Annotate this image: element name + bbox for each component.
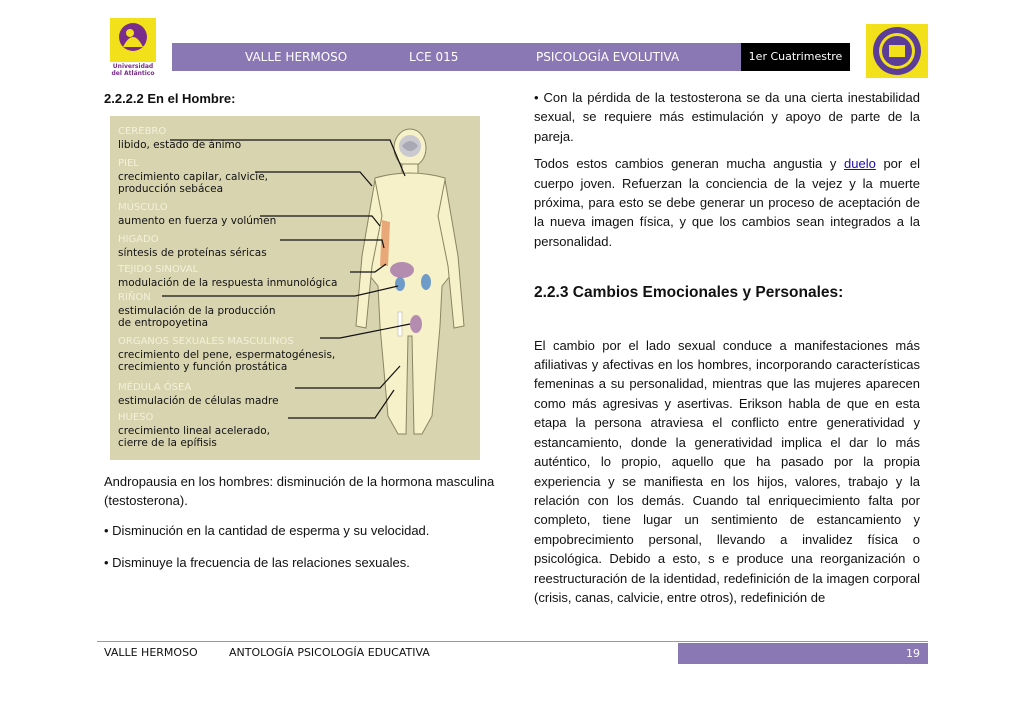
figure-label-effect: aumento en fuerza y volúmen: [118, 214, 277, 227]
footer-page-number: 19: [678, 643, 928, 664]
footer-divider: [97, 641, 928, 642]
university-logo: [108, 17, 158, 79]
footer-school: VALLE HERMOSO: [104, 646, 198, 659]
svg-text:Universidad: Universidad: [112, 63, 154, 70]
figure-label-effect: síntesis de proteínas séricas: [118, 246, 267, 259]
figure-label-organ: MÚSCULO: [118, 202, 168, 213]
footer-title: ANTOLOGÍA PSICOLOGÍA EDUCATIVA: [229, 646, 430, 659]
p2-text-a: Todos estos cambios generan mucha angustia y: [534, 156, 844, 172]
andropause-text: Andropausia en los hombres: disminución de la hormona masculina (testosterona).: [104, 474, 495, 508]
figure-label: [118, 202, 276, 227]
figure-label-organ: TEJIDO SINOVAL: [118, 264, 199, 275]
figure-label-effect: cierre de la epífisis: [118, 437, 217, 449]
right-paragraph-2: [534, 154, 920, 251]
header-code: LCE 015: [409, 50, 459, 64]
figure-label-effect: libido, estado de ánimo: [118, 138, 242, 151]
section-heading-2-2-3: 2.2.3 Cambios Emocionales y Personales:: [534, 284, 844, 302]
figure-label-effect: estimulación de la producción: [118, 304, 276, 317]
figure-label: [118, 382, 279, 407]
figure-label: [118, 412, 270, 450]
header-subject: PSICOLOGÍA EVOLUTIVA: [536, 50, 680, 64]
figure-label-effect: producción sebácea: [118, 183, 224, 195]
figure-label: [118, 234, 267, 259]
header-bar: [172, 43, 741, 71]
figure-label-organ: HIGADO: [118, 234, 159, 245]
figure-label-effect: crecimiento del pene, espermatogénesis,: [118, 348, 336, 361]
figure-label: [118, 336, 335, 374]
figure-label-organ: RIÑON: [118, 292, 151, 303]
header-school: VALLE HERMOSO: [245, 50, 348, 64]
svg-text:del Atlántico: del Atlántico: [111, 70, 155, 77]
duelo-link[interactable]: duelo: [844, 156, 876, 172]
figure-label-effect: crecimiento lineal acelerado,: [118, 424, 271, 437]
right-paragraph-1: • Con la pérdida de la testosterona se da una cierta inestabilidad sexual, se requiere más estimulación y apoyo de parte de la pareja.: [534, 90, 920, 144]
figure-label: [118, 264, 337, 289]
figure-label-organ: ORGANOS SEXUALES MASCULINOS: [118, 336, 294, 347]
figure-label-effect: estimulación de células madre: [118, 394, 279, 407]
figure-label-effect: crecimiento capilar, calvicie,: [118, 170, 269, 183]
right-paragraph-3: El cambio por el lado sexual conduce a manifestaciones más afiliativas y afectivas en los hombres, incorporando características femeninas a su personalidad, mientras que las mujeres aparecen como más agresivas y asertivas. Erikson habla de que en esta etapa la persona atraviesa el conflicto entre generatividad y estancamiento, donde la generatividad implica el dar lo más auténtico, lo propio, aquello que ha pasado por la propia experiencia y se manifiesta en los hijos, valores, trabajo y la relación con los demás. Cuando tal enriquecimiento falta por completo, tiene lugar un sentimiento de estancamiento y empobrecimiento personal, llevando a invalidez física o psicológica. Debido a esto, s e produce una reorganización o reestructuración de la identidad, redefinición de la imagen corporal (crisis, canas, calvicie, entre otros), redefinición de: [534, 337, 920, 605]
figure-label: [118, 158, 268, 196]
male-body-diagram: [110, 116, 480, 460]
figure-label-organ: CEREBRO: [118, 126, 167, 137]
bullet-frecuencia: • Disminuye la frecuencia de las relaciones sexuales.: [104, 555, 410, 570]
figure-label-organ: HUESO: [118, 412, 154, 423]
figure-label-effect: de entropoyetina: [118, 317, 209, 329]
right-column: [534, 88, 920, 615]
figure-label-organ: MÉDULA ÓSEA: [118, 382, 192, 393]
p2-text-b: por el cuerpo joven. Refuerzan la conciencia de la vejez y la muerte próxima, para esto se debe generar un proceso de aceptación de la nueva imagen física, y que los cambios sean integrados a la personalidad.: [534, 156, 920, 249]
figure-label: [118, 126, 241, 151]
school-seal-logo: [866, 24, 928, 78]
bullet-sperma: • Disminución en la cantidad de esperma y su velocidad.: [104, 523, 430, 538]
header-term-badge: 1er Cuatrimestre: [741, 43, 850, 71]
figure-label-effect: modulación de la respuesta inmunológica: [118, 276, 338, 289]
section-title: 2.2.2.2 En el Hombre:: [104, 91, 236, 106]
figure-label-effect: crecimiento y función prostática: [118, 361, 288, 373]
figure-label: [118, 292, 276, 330]
figure-label-organ: PIEL: [118, 158, 139, 169]
